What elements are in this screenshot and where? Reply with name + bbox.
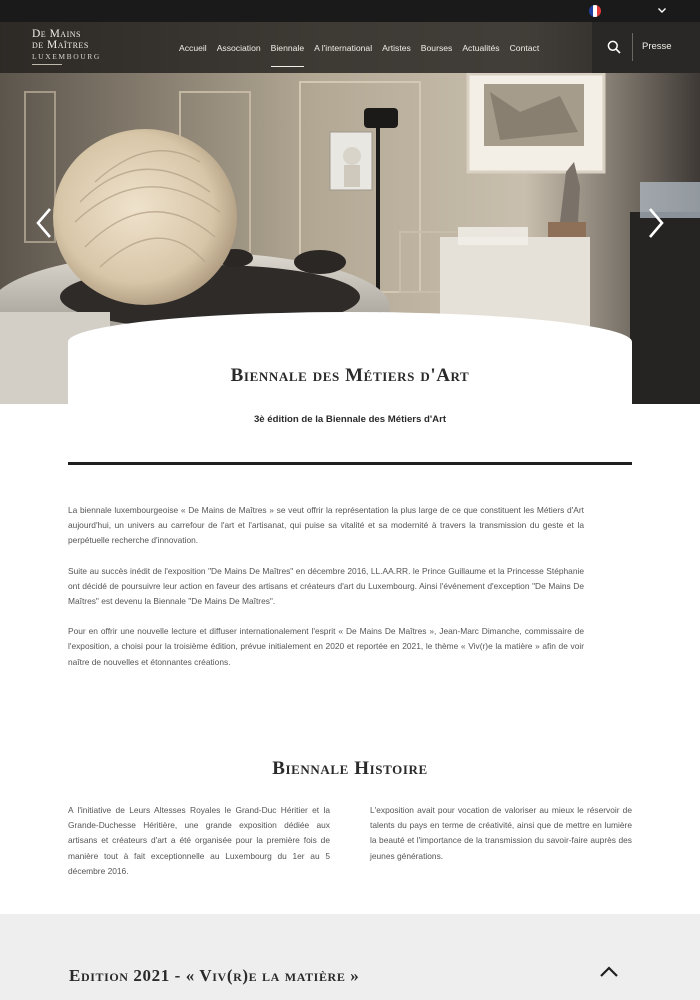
history-title: Biennale Histoire bbox=[272, 758, 428, 779]
logo-line-1: De Mains bbox=[32, 28, 81, 40]
history-right-column: L'exposition avait pour vocation de valoriser au mieux le réservoir de talents du pays en terme de créativité, ainsi que de mettre en lumière la beauté et l'importance de la transmission du savoir-faire auprès des jeunes générations. bbox=[370, 805, 632, 861]
edition-section bbox=[0, 914, 700, 1000]
nav-item-contact[interactable]: Contact bbox=[509, 42, 540, 53]
intro-paragraph-3: Pour en offrir une nouvelle lecture et diffuser internationalement l'esprit « De Mains De Maîtres », Jean-Marc Dimanche, commissaire de l'exposition, a choisi pour la troisième édition, prévue initialement en 2020 et reportée en 2021, le thème « Viv(r)e la matière » afin de voir naître de nouvelles et étonnantes créations. bbox=[68, 626, 584, 667]
carousel-prev-arrow[interactable] bbox=[34, 207, 54, 239]
section-divider bbox=[68, 462, 632, 465]
french-flag-icon[interactable] bbox=[589, 5, 601, 17]
nav-divider bbox=[632, 33, 633, 61]
chevron-up-icon[interactable] bbox=[598, 965, 620, 979]
language-bar bbox=[0, 0, 700, 22]
logo-line-2: de Maîtres bbox=[32, 39, 89, 51]
page-subtitle: 3è édition de la Biennale des Métiers d'Art bbox=[253, 414, 447, 425]
history-left-column: A l'initiative de Leurs Altesses Royales le Grand-Duc Héritier et la Grande-Duchesse Héritière, une grande exposition dédiée aux artisans et créateurs d'art a été organisée pour la première fois de manière tout à fait exceptionnelle au Luxembourg du 1er au 5 décembre 2016. bbox=[68, 805, 330, 876]
nav-item-international[interactable]: A l'international bbox=[314, 42, 373, 53]
edition-title: Edition 2021 - « Viv(r)e la matière » bbox=[69, 966, 360, 985]
nav-menu bbox=[179, 22, 549, 73]
intro-paragraph-2: Suite au succès inédit de l'exposition "De Mains De Maîtres" en décembre 2016, LL.AA.RR. le Prince Guillaume et la Princesse Stéphanie ont décidé de poursuivre leur action en faveur des artisans et créateurs d'art du Luxembourg. Ainsi l'événement d'exception "De Mains De Maîtres" est devenu la Biennale "De Mains De Maîtres". bbox=[68, 565, 584, 607]
intro-paragraph-1: La biennale luxembourgeoise « De Mains de Maîtres » se veut offrir la représentation la plus large de ce que constituent les Métiers d'Art aujourd'hui, un univers au carrefour de l'art et l'artisanat, qui puise sa vitalité et sa modernité à travers la transmission du geste et la perpétuelle recherche d'innovation. bbox=[68, 505, 584, 546]
presse-link[interactable]: Presse bbox=[642, 41, 672, 52]
intro-text bbox=[68, 503, 584, 685]
nav-item-artistes[interactable]: Artistes bbox=[382, 42, 411, 53]
carousel-next-arrow[interactable] bbox=[646, 207, 666, 239]
logo-rule bbox=[32, 64, 62, 65]
title-card bbox=[68, 312, 632, 404]
page-title: Biennale des Métiers d'Art bbox=[230, 365, 470, 386]
nav-item-biennale[interactable]: Biennale bbox=[270, 42, 305, 53]
nav-item-accueil[interactable]: Accueil bbox=[179, 42, 207, 53]
chevron-down-icon[interactable] bbox=[656, 4, 668, 16]
nav-item-bourses[interactable]: Bourses bbox=[420, 42, 453, 53]
nav-item-association[interactable]: Association bbox=[216, 42, 261, 53]
search-icon[interactable] bbox=[607, 40, 621, 54]
site-logo[interactable] bbox=[32, 29, 122, 69]
logo-line-3: LUXEMBOURG bbox=[32, 52, 101, 61]
nav-item-actualites[interactable]: Actualités bbox=[462, 42, 500, 53]
hero-carousel bbox=[0, 22, 700, 404]
